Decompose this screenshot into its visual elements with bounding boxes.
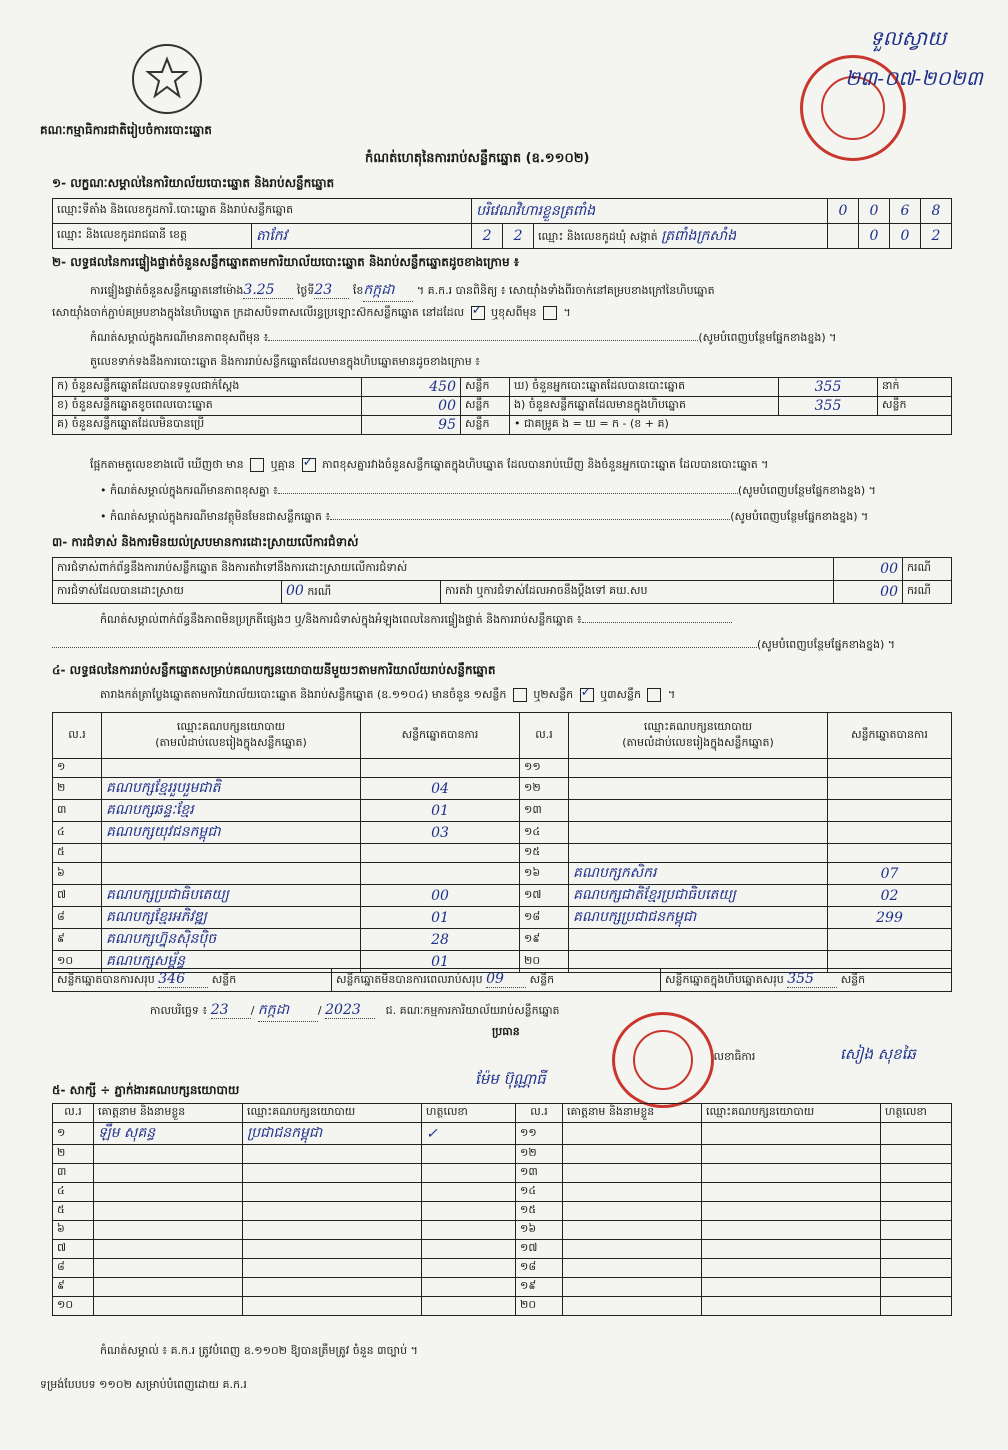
tally-left-label: ក) ចំនួនសន្លឹកឆ្នោតដែលបានទទួលជាក់ស្ដែង (53, 378, 362, 397)
complaint-unit: ករណី (903, 558, 952, 581)
tally-right-unit: សន្លឹក (878, 397, 952, 416)
fill-hint: (សូមបំពេញបន្ថែមផ្នែកខាងខ្នង) ។ (698, 331, 837, 344)
two-sheet-label: ឬ២សន្លឹក (533, 688, 574, 701)
table-row: ៣ ១៣ (53, 1164, 952, 1183)
note2-line (100, 484, 950, 500)
section3-note-label: កំណត់សម្គាល់ពាក់ព័ន្ធនឹងភាពមិនប្រក្រតីផ្សេងៗ ឬ/និងការជំទាស់ក្នុងអំឡុងពេលនៃការផ្ទៀងផ្ទាត់ និងការរាប់សន្លឹកឆ្នោត ៖ (100, 613, 582, 626)
resolved-cell (282, 581, 441, 604)
compare-line (90, 458, 768, 474)
handwritten-top-note: ទួលស្វាយ (870, 26, 947, 50)
committee-label: ជ. គណៈកម្មការការិយាល័យរាប់សន្លឹកឆ្នោត (385, 1004, 560, 1017)
commune-label-and-value (534, 224, 828, 249)
section3-title: ៣- ការជំទាស់ និងការមិនយល់ស្របមានការដោះស្រាយលើការជំទាស់ (52, 535, 359, 549)
table-row: ១០ ២០ (53, 1297, 952, 1316)
day-value: 23 (314, 282, 349, 299)
section5-title: ៥- សាក្សី ÷ ភ្នាក់ងារគណបក្សនយោបាយ (52, 1083, 240, 1097)
witness-table (52, 1103, 952, 1316)
section1-table (52, 198, 952, 249)
day-prefix: ថ្ងៃទី (296, 284, 315, 297)
note2-label: • កំណត់សម្គាល់ក្នុងករណីមានភាពខុសគ្នា ៖ (100, 484, 278, 497)
totals-table (52, 968, 952, 992)
note1-label: កំណត់សម្គាល់ក្នុងករណីមានភាពខុសពីមុន ៖ (90, 331, 269, 344)
complaint-value: 00 (834, 558, 903, 581)
changed-label: ឬខុសពីមុន (491, 306, 537, 319)
total-invalid-cell (332, 969, 661, 992)
table-row: ៥ ១៥ (53, 844, 952, 863)
two-sheet-checkbox[interactable] (580, 688, 594, 702)
office-code-digit: 0 (859, 199, 890, 224)
compare-label: ផ្អែកតាមតួលេខខាងលើ ឃើញថា មាន (90, 458, 244, 471)
difference-no-checkbox[interactable] (302, 458, 316, 472)
note3-line (100, 510, 950, 526)
province-code-digit: 2 (503, 224, 534, 249)
tally-right-unit: នាក់ (878, 378, 952, 397)
col-party-header (102, 713, 361, 759)
commune-value: ត្រពាំងក្រសាំង (661, 227, 737, 244)
col-votes-header: សន្លឹកឆ្នោតបានការ (828, 713, 952, 759)
col-party-title: ឈ្មោះគណបក្សនយោបាយ (176, 719, 286, 733)
secretary-label: លេខាធិការ (710, 1050, 756, 1063)
commune-code-digit: 0 (859, 224, 890, 249)
province-value: តាកែវ (252, 224, 472, 249)
table-row: ៨ ១៨ (53, 1259, 952, 1278)
table-row: ៧ ១៧ (53, 1240, 952, 1259)
date-label: កាលបរិច្ឆេទ ៖ (150, 1004, 208, 1017)
fill-hint: (សូមបំពេញបន្ថែមផ្នែកខាងខ្នង) ។ (757, 638, 896, 651)
month-prefix: ខែ (352, 284, 364, 297)
appeal-unit: ករណី (903, 581, 952, 604)
col-sign-header: ហត្ថលេខា (881, 1104, 952, 1123)
total-box-cell (661, 969, 952, 992)
section3-note (100, 613, 950, 629)
section2-title: ២- លទ្ធផលនៃការផ្ទៀងផ្ទាត់ចំនួនសន្លឹកឆ្នោតតាមការិយាល័យបោះឆ្នោត និងរាប់សន្លឹកឆ្នោតដូចខាងក្រោម ៖ (52, 255, 520, 269)
note3-label: • កំណត់សម្គាល់ក្នុងករណីមានវត្ថុមិនមែនជាសន្លឹកឆ្នោត ៖ (100, 510, 331, 523)
office-value: បរិវេណវិហារខ្លួនត្រពាំង (472, 199, 828, 224)
resolved-unit: ករណី (307, 585, 332, 598)
tally-left-value: 00 (362, 397, 461, 416)
table-row: ៤ ១៤ (53, 1183, 952, 1202)
tally-right-label: ង) ចំនួនសន្លឹកឆ្នោតដែលមានក្នុងហិបឆ្នោត (510, 397, 779, 416)
table-row: ២ គណបក្សខ្មែររួបរួមជាតិ 04 ១២ (53, 778, 952, 800)
table-row: ១ ឡឹម សុគន្ធ ប្រជាជនកម្ពុជា ✓ ១១ (53, 1123, 952, 1145)
form-code: ទម្រង់បែបបទ ១១០២ សម្រាប់បំពេញដោយ គ.ក.រ (40, 1378, 247, 1391)
commune-code-digit: 0 (890, 224, 921, 249)
difference-text: ភាពខុសគ្នារវាងចំនួនសន្លឹកឆ្នោតក្នុងហិបឆ្នោត ដែលបានរាប់ឃើញ និងចំនួនអ្នកបោះឆ្នោត ដែលបានបោះឆ្នោត ។ (322, 458, 769, 471)
fill-hint: (សូមបំពេញបន្ថែមផ្នែកខាងខ្នង) ។ (737, 484, 876, 497)
results-table (52, 712, 952, 973)
total-valid-value: 346 (158, 971, 208, 988)
committee-stamp (612, 1012, 714, 1108)
section1-title: ១- លក្ខណៈសម្គាល់នៃការិយាល័យបោះឆ្នោត និងរាប់សន្លឹកឆ្នោត (52, 176, 335, 190)
verification-suffix: ។ គ.ក.រ បានពិនិត្យ ៖ សោយ៉ាំងទាំងពីរចាក់នៅគម្របខាងក្រៅនៃហិបឆ្នោត (416, 284, 715, 297)
col-sign-header: ហត្ថលេខា (422, 1104, 516, 1123)
col-no-header: ល.រ (516, 1104, 563, 1123)
table-intro: តួលេខទាក់ទងនឹងការបោះឆ្នោត និងការរាប់សន្លឹកឆ្នោតដែលមានក្នុងហិបឆ្នោតមានដូចខាងក្រោម ៖ (90, 355, 481, 368)
note1-line (90, 331, 950, 347)
chair-signature: ម៉ែម ប៊ុណ្ណាធី (475, 1070, 546, 1088)
attach-line: តារាងកត់ត្រាប្លែងឆ្នោតតាមការិយាល័យបោះឆ្នោត និងរាប់សន្លឹកឆ្នោត (ឧ.១១០៤) មានចំនួន ១សន្លឹក ឬ២សន្លឹក ✓ ឬ៣សន្លឹក ។ (100, 688, 675, 704)
commune-code-digit: 2 (921, 224, 952, 249)
table-row: ៨ គណបក្សខ្មែរអភិវឌ្ឍ 01 ១៨ គណបក្សប្រជាជនកម្ពុជា 299 (53, 907, 952, 929)
tally-right-value: 355 (779, 378, 878, 397)
total-invalid-value: 09 (486, 971, 526, 988)
month-value: កក្កដា (363, 280, 413, 302)
verification-line1 (90, 280, 960, 302)
total-invalid-unit: សន្លឹក (529, 973, 555, 986)
tally-left-unit: សន្លឹក (461, 378, 510, 397)
office-code-digit: 8 (921, 199, 952, 224)
tally-right-value: 355 (779, 397, 878, 416)
three-sheet-label: ឬ៣សន្លឹក (600, 688, 641, 701)
table-row: ៩ គណបក្សហ្វ៊ុនស៊ិនប៉ិច 28 ១៩ (53, 929, 952, 951)
same-checkbox[interactable] (471, 306, 485, 320)
attach-label: តារាងកត់ត្រាប្លែងឆ្នោតតាមការិយាល័យបោះឆ្នោត និងរាប់សន្លឹកឆ្នោត (ឧ.១១០៤) មានចំនួន ១សន្លឹក (100, 688, 507, 701)
col-no-header: ល.រ (53, 1104, 94, 1123)
complaint-table (52, 557, 952, 604)
tally-left-unit: សន្លឹក (461, 416, 510, 435)
province-label: ឈ្មោះ និងលេខកូដរាជធានី ខេត្ត (53, 224, 252, 249)
section3-note-cont (52, 638, 952, 654)
office-code-digit: 6 (890, 199, 921, 224)
col-party-header (569, 713, 828, 759)
appeal-value: 00 (834, 581, 903, 604)
table-row: ៣ គណបក្សឆន្ទៈខ្មែរ 01 ១៣ (53, 800, 952, 822)
org-name: គណៈកម្មាធិការជាតិរៀបចំការបោះឆ្នោត (40, 123, 212, 137)
table-row: ៦ ១៦ (53, 1221, 952, 1240)
tally-table (52, 377, 952, 435)
resolved-label: ការជំទាស់ដែលបានដោះស្រាយ (53, 581, 282, 604)
one-sheet-checkbox[interactable] (513, 688, 527, 702)
table-row: ១ ១១ (53, 759, 952, 778)
table-row: ៥ ១៥ (53, 1202, 952, 1221)
national-emblem-logo (132, 44, 202, 114)
difference-no-label: ឬគ្មាន (270, 458, 296, 471)
total-valid-unit: សន្លឹក (211, 973, 237, 986)
tally-left-value: 450 (362, 378, 461, 397)
three-sheet-checkbox[interactable] (647, 688, 661, 702)
table-row: ៧ គណបក្សប្រជាធិបតេយ្យ 00 ១៧ គណបក្សជាតិខ្មែរប្រជាធិបតេយ្យ 02 (53, 885, 952, 907)
commune-label: ឈ្មោះ និងលេខកូដឃុំ សង្កាត់ (538, 229, 658, 243)
seal-text: សោយ៉ាំងចាក់ភ្ជាប់គម្របខាងក្នុងនៃហិបឆ្នោត ក្រដាសបិទពាសលើរន្ធប្រឡោះស៊កសន្លឹកឆ្នោត នៅដដែល (52, 306, 465, 319)
province-code-digit: 2 (472, 224, 503, 249)
tally-right-label: ឃ) ចំនួនអ្នកបោះឆ្នោតដែលបានបោះឆ្នោត (510, 378, 779, 397)
handwritten-date: ២៣-០៧-២០២៣ (845, 66, 983, 90)
col-party-sub: (តាមលំដាប់លេខរៀងក្នុងសន្លឹកឆ្នោត) (622, 735, 774, 749)
office-code-digit: 0 (828, 199, 859, 224)
tally-formula: • ជាគម្រូគ ង = ឃ = ក - (ខ + គ) (510, 416, 952, 435)
col-name-header: គោត្តនាម និងនាមខ្លួន (563, 1104, 702, 1123)
office-label: ឈ្មោះទីតាំង និងលេខកូដការិ.បោះឆ្នោត និងរាប់សន្លឹកឆ្នោត (53, 199, 472, 224)
appeal-label: ការតវ៉ា ឬការជំទាស់ដែលអាចនឹងប្ដឹងទៅ គឃ.សប (441, 581, 834, 604)
date-line: កាលបរិច្ឆេទ ៖ 23 / កក្កដា / 2023 ជ. គណៈកម្មការការិយាល័យរាប់សន្លឹកឆ្នោត (150, 1000, 560, 1022)
col-party-sub: (តាមលំដាប់លេខរៀងក្នុងសន្លឹកឆ្នោត) (155, 735, 307, 749)
chair-label: ប្រធាន (492, 1025, 520, 1038)
date-year: 2023 (325, 1002, 375, 1019)
fill-hint: (សូមបំពេញបន្ថែមផ្នែកខាងខ្នង) ។ (730, 510, 869, 523)
date-month: កក្កដា (258, 1000, 318, 1022)
table-row: ២ ១២ (53, 1145, 952, 1164)
tally-left-value: 95 (362, 416, 461, 435)
col-no-header: ល.រ (520, 713, 569, 759)
changed-checkbox[interactable] (543, 306, 557, 320)
col-no-header: ល.រ (53, 713, 102, 759)
footer-note: កំណត់សម្គាល់ ៖ គ.ក.រ ត្រូវបំពេញ ឧ.១១០២ ឱ្យបានត្រឹមត្រូវ ចំនួន ៣ច្បាប់ ។ (100, 1344, 418, 1357)
difference-yes-checkbox[interactable] (250, 458, 264, 472)
col-party-header: ឈ្មោះគណបក្សនយោបាយ (702, 1104, 881, 1123)
total-box-unit: សន្លឹក (840, 973, 866, 986)
tally-left-label: គ) ចំនួនសន្លឹកឆ្នោតដែលមិនបានប្រើ (53, 416, 362, 435)
table-row: ៤ គណបក្សយុវជនកម្ពុជា 03 ១៤ (53, 822, 952, 844)
total-invalid-label: សន្លឹកឆ្នោតមិនបានការពេលរាប់សរុប (336, 973, 483, 986)
col-votes-header: សន្លឹកឆ្នោតបានការ (361, 713, 520, 759)
date-day: 23 (211, 1002, 251, 1019)
tally-left-unit: សន្លឹក (461, 397, 510, 416)
complaint-label: ការជំទាស់ពាក់ព័ន្ធនឹងការរាប់សន្លឹកឆ្នោត និងការតវ៉ាទៅនឹងការដោះស្រាយលើការជំទាស់ (53, 558, 834, 581)
total-valid-label: សន្លឹកឆ្នោតបានការសរុប (57, 973, 155, 986)
secretary-signature: សៀង សុខឆៃ (840, 1045, 916, 1063)
time-prefix: ការផ្ទៀងផ្ទាត់ចំនួនសន្លឹកឆ្នោតនៅម៉ោង (90, 284, 244, 297)
col-party-title: ឈ្មោះគណបក្សនយោបាយ (643, 719, 753, 733)
verification-line2: សោយ៉ាំងចាក់ភ្ជាប់គម្របខាងក្នុងនៃហិបឆ្នោត ក្រដាសបិទពាសលើរន្ធប្រឡោះស៊កសន្លឹកឆ្នោត នៅដដែល ✓ ឬខុសពីមុន ។ (52, 306, 571, 322)
form-title: កំណត់ហេតុនៃការរាប់សន្លឹកឆ្នោត (ឧ.១១០២) (365, 151, 590, 166)
tally-left-label: ខ) ចំនួនសន្លឹកឆ្នោតខូចពេលបោះឆ្នោត (53, 397, 362, 416)
table-row: ៦ ១៦ គណបក្សកសិករ 07 (53, 863, 952, 885)
col-party-header: ឈ្មោះគណបក្សនយោបាយ (243, 1104, 422, 1123)
table-row: ១០ គណបក្សសម្ព័ន្ធ 01 ២០ (53, 951, 952, 973)
total-box-value: 355 (787, 971, 837, 988)
resolved-value: 00 (286, 583, 304, 599)
col-name-header: គោត្តនាម និងនាមខ្លួន (94, 1104, 243, 1123)
total-box-label: សន្លឹកឆ្នោតក្នុងហិបឆ្នោតសរុប (665, 973, 784, 986)
total-valid-cell (53, 969, 332, 992)
section4-title: ៤- លទ្ធផលនៃការរាប់សន្លឹកឆ្នោតសម្រាប់គណបក្សនយោបាយនីមួយៗតាមការិយាល័យរាប់សន្លឹកឆ្នោត (52, 663, 496, 677)
time-value: 3.25 (243, 282, 293, 299)
table-row: ៩ ១៩ (53, 1278, 952, 1297)
